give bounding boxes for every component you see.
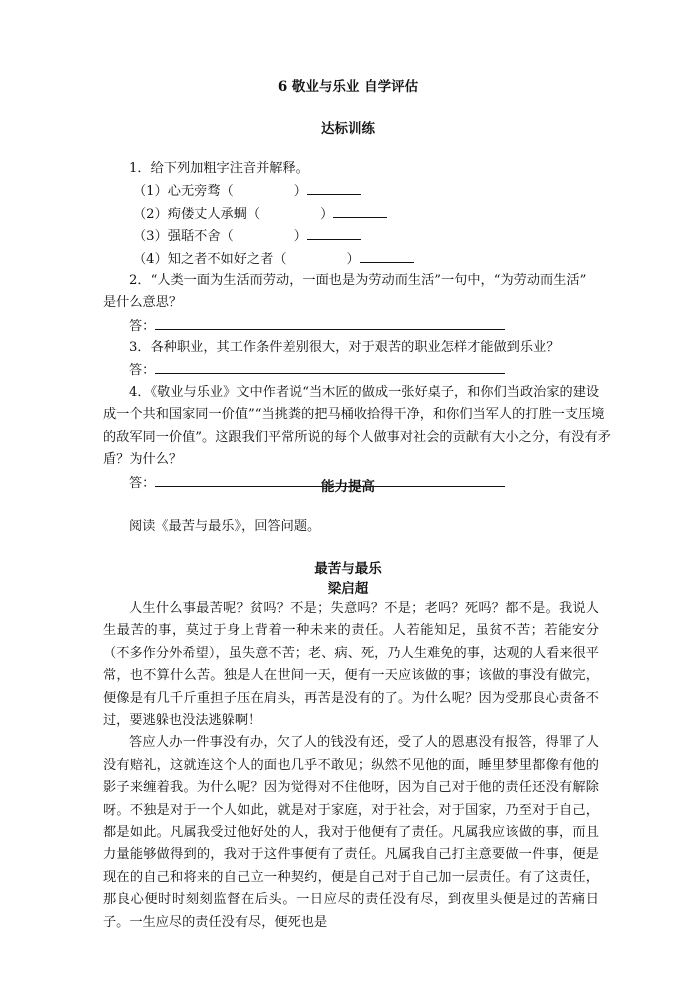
question-4: 4．《敬业与乐业》文中作者说“当木匠的做成一张好桌子，和你们当政治家的建设 成一个共和国家同一价值”“当挑粪的把马桶收拾得干净，和你们当军人的打胜一支压境 的敌军同一价值”。这跟我们平常所说的每个人做事对社会的贡献有大小之分，有没有矛 盾？为什么？ 答： [103, 382, 599, 494]
question-1-stem: 1．给下列加粗字注音并解释。 [129, 161, 309, 176]
answer-blank[interactable] [360, 248, 414, 263]
section-heading-training: 达标训练 [321, 121, 375, 137]
question-1-item: （4）知之者不如好之者（ ） [103, 248, 599, 270]
answer-blank[interactable] [307, 225, 361, 240]
page-title: 6 敬业与乐业 自学评估 [277, 79, 419, 95]
article-title: 最苦与最乐 [314, 561, 382, 577]
question-3: 3．各种职业，其工作条件差别很大，对于艰苦的职业怎样才能做到乐业？ 答： [103, 337, 599, 382]
question-1 [103, 158, 599, 270]
answer-blank[interactable] [333, 203, 387, 218]
section-heading-ability: 能力提高 [321, 479, 375, 495]
article-body [103, 598, 599, 934]
answer-blank[interactable] [155, 359, 505, 374]
answer-blank[interactable] [307, 180, 361, 195]
answer-line: 答： [103, 359, 599, 381]
reading-prompt: 阅读《最苦与最乐》，回答问题。 [129, 519, 321, 534]
question-1-item: （2）痀偻丈人承蜩（ ） [103, 203, 599, 225]
question-2: 2．“人类一面为生活而劳动，一面也是为劳动而生活”一句中，“为劳动而生活” 是什么意思？ 答： [103, 270, 599, 337]
article-author: 梁启超 [327, 581, 369, 597]
answer-line: 答： [103, 315, 599, 337]
answer-line: 答： [103, 472, 599, 494]
answer-blank[interactable] [155, 315, 505, 330]
question-1-item: （3）强聒不舍（ ） [103, 225, 599, 247]
article-paragraph: 人生什么事最苦呢？贫吗？不是；失意吗？不是；老吗？死吗？都不是。我说人生最苦的事，莫过于身上背着一种未来的责任。人若能知足，虽贫不苦；若能安分（不多作分外希望），虽失意不苦；老、病、死，乃人生难免的事，达观的人看来很平常，也不算什么苦。独是人在世间一天，便有一天应该做的事；该做的事没有做完，便像是有几千斤重担子压在肩头，再苦是没有的了。为什么呢？因为受那良心责备不过，要逃躲也没法逃躲啊！ [103, 601, 599, 729]
article-paragraph: 答应人办一件事没有办，欠了人的钱没有还，受了人的恩惠没有报答，得罪了人没有赔礼，这就连这个人的面也几乎不敢见；纵然不见他的面，睡里梦里都像有他的影子来缠着我。为什么呢？因为觉得对不住他呀，因为自己对于他的责任还没有解除呀。不独是对于一个人如此，就是对于家庭，对于社会，对于国家，乃至对于自己，都是如此。凡属我受过他好处的人，我对于他便有了责任。凡属我应该做的事，而且力量能够做得到的，我对于这件事便有了责任。凡属我自己打主意要做一件事，便是现在的自己和将来的自己立一种契约，便是自己对于自己加一层责任。有了这责任，那良心便时时刻刻监督在后头。一日应尽的责任没有尽，到夜里头便是过的苦痛日子。一生应尽的责任没有尽，便死也是 [103, 735, 599, 930]
question-1-item: （1）心无旁骛（ ） [103, 180, 599, 202]
